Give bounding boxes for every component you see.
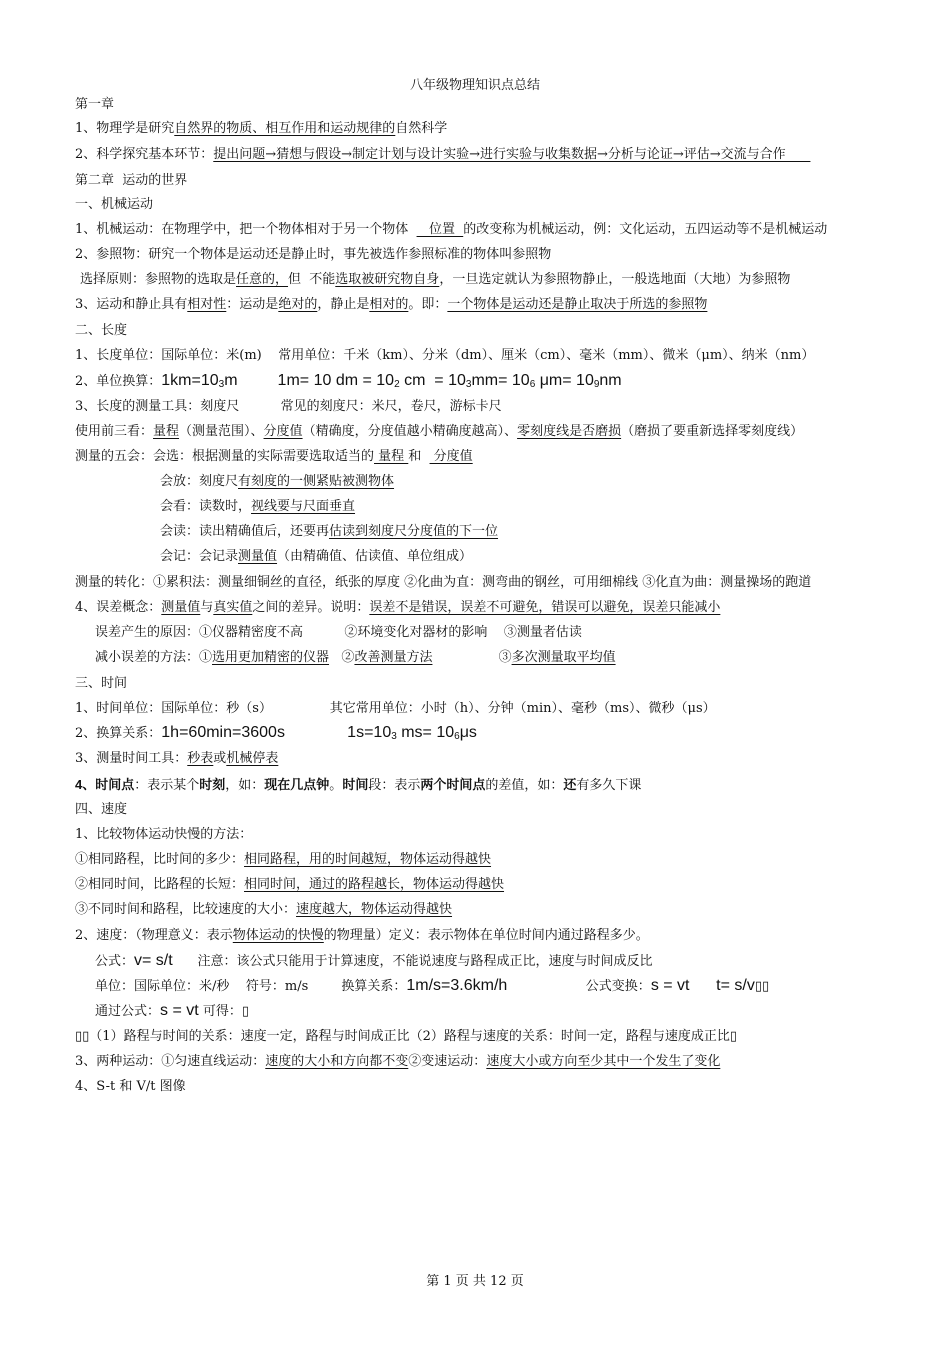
text-segment: 减小误差的方法：①: [95, 650, 213, 665]
text-segment: μm= 10: [535, 372, 594, 389]
text-segment: nm: [599, 372, 622, 389]
text-segment: 机械停表: [226, 751, 279, 766]
text-segment: 有刻度的一侧紧贴被测物体: [238, 474, 395, 489]
text-segment: 3: [218, 379, 225, 390]
text-segment: （精确度，分度值越小精确度越高）、: [302, 424, 518, 439]
text-line: [75, 221, 827, 239]
text-segment: 注意：该公式只能用于计算速度，不能说速度与路程成正比，速度与时间成反比: [172, 954, 653, 969]
text-segment: ③不同时间和路程，比较速度的大小：: [75, 902, 297, 917]
text-segment: 公式变换：: [507, 979, 651, 994]
text-segment: 误差不是错误，误差不可避免，错误可以避免，误差只能减小: [369, 600, 721, 615]
text-segment: 测量的五会：会选：根据测量的实际需要选取适当的: [75, 449, 375, 464]
text-segment: ②相同时间，比路程的长短：: [75, 877, 245, 892]
text-segment: 2、单位换算：: [75, 374, 162, 389]
text-segment: 自然科学: [395, 121, 448, 136]
text-line: [75, 246, 551, 264]
text-line: [95, 624, 582, 642]
text-segment: 第二章 运动的世界: [75, 173, 188, 188]
text-segment: 测量的转化：①累积法：测量细铜丝的直径，纸张的厚度 ②化曲为直：测弯曲的钢丝，可用细棉线 ③化直为曲：测量操场的跑道: [75, 575, 812, 590]
text-line: [75, 172, 187, 190]
text-segment: 6: [529, 379, 536, 390]
text-segment: 有多久下课: [576, 778, 642, 793]
text-segment: 相对的: [369, 297, 409, 312]
text-segment: 误差产生的原因：①仪器精密度不高 ②环境变化对器材的影响 ③测量者估读: [95, 625, 582, 640]
text-segment: 3: [391, 731, 397, 742]
text-segment: v= s/t: [134, 952, 173, 969]
text-segment: 。即：: [408, 297, 448, 312]
text-segment: 9: [593, 379, 600, 390]
text-line: [75, 1053, 720, 1071]
text-segment: 4、误差概念：: [75, 600, 162, 615]
page-title: 八年级物理知识点总结: [409, 78, 540, 93]
text-segment: 相同时间，通过的路程越长，物体运动得越快: [244, 877, 505, 892]
text-segment: 一个物体是运动还是静止取决于所选的参照物: [447, 297, 708, 312]
text-line: [75, 801, 127, 819]
text-segment: 或: [213, 751, 227, 766]
text-segment: 之间的差异。说明：: [252, 600, 370, 615]
text-segment: 选取被研究物自身: [335, 272, 440, 287]
text-line: [75, 826, 252, 844]
text-line: [95, 1002, 249, 1021]
text-segment: 自然界的物质、相互作用和运动规律的: [174, 121, 396, 136]
text-line: [160, 523, 498, 541]
text-segment: 段：表示: [368, 778, 421, 793]
text-segment: 量程: [153, 424, 180, 439]
page-footer: 第 1 页 共 12 页: [426, 1274, 524, 1289]
text-segment: 秒表: [187, 751, 214, 766]
text-segment: 速度大小或方向至少其中一个发生了变化: [486, 1054, 721, 1069]
text-segment: 使用前三看：: [75, 424, 154, 439]
text-line: [75, 96, 114, 114]
text-segment: 会记：会记录: [160, 549, 239, 564]
text-line: [75, 196, 153, 214]
text-segment: 测量值: [161, 600, 201, 615]
text-segment: 位置: [416, 222, 464, 237]
text-line: [95, 952, 653, 971]
text-segment: ，静止是: [317, 297, 370, 312]
text-segment: （由精确值、估读值、单位组成）: [277, 549, 473, 564]
text-segment: 改善测量方法: [354, 650, 433, 665]
text-line: [75, 851, 491, 869]
text-segment: 3、测量时间工具：: [75, 751, 188, 766]
text-line: [75, 1078, 186, 1096]
text-segment: 速度越大，物体运动得越快: [296, 902, 453, 917]
text-line: [75, 448, 473, 466]
text-segment: 1、长度单位：国际单位：米(m) 常用单位：千米（km）、分米（dm）、厘米（cm）、毫米（mm）、微米（μm）、纳米（nm）: [75, 348, 815, 363]
text-segment: 一、机械运动: [75, 197, 154, 212]
text-segment: 分度值: [263, 424, 303, 439]
text-segment: ②变速运动：: [408, 1054, 487, 1069]
text-line: [75, 750, 278, 768]
text-segment: 2、参照物：研究一个物体是运动还是静止时，事先被选作参照标准的物体叫参照物: [75, 247, 552, 262]
text-segment: 速度的大小和方向都不变: [265, 1054, 409, 1069]
text-segment: 2: [394, 379, 400, 390]
text-line: [75, 120, 447, 138]
text-segment: 3: [465, 379, 472, 390]
text-segment: 还: [563, 778, 577, 793]
text-segment: ：运动是: [226, 297, 279, 312]
text-segment: 量程: [374, 449, 409, 464]
text-segment: ③: [432, 650, 512, 665]
text-line: [95, 649, 616, 667]
text-segment: μs: [459, 724, 477, 741]
text-segment: 4、S-t 和 V/t 图像: [75, 1079, 186, 1094]
text-segment: 3、两种运动：①匀速直线运动：: [75, 1054, 266, 1069]
text-segment: 相对性: [187, 297, 227, 312]
text-segment: 6: [454, 731, 460, 742]
text-line: [75, 296, 707, 314]
text-line: [75, 724, 477, 744]
text-segment: 的差值: [485, 778, 525, 793]
text-segment: （磨损了要重新选择零刻度线）: [621, 424, 804, 439]
text-line: [95, 977, 769, 996]
text-segment: 与: [200, 600, 214, 615]
text-segment: ①相同路程，比时间的多少：: [75, 852, 245, 867]
text-segment: ，一旦选定就认为参照物静止，一般选地面（大地）为参照物: [439, 272, 791, 287]
text-segment: 分度值: [429, 449, 473, 464]
text-line: [80, 271, 790, 289]
text-segment: ：表示某个: [134, 778, 200, 793]
text-line: [75, 146, 810, 164]
text-segment: s = vt t= s/v: [650, 977, 755, 994]
text-segment: 2、科学探究基本环节：: [75, 147, 214, 162]
text-segment: 第一章: [75, 97, 115, 112]
text-segment: 3、长度的测量工具：刻度尺 常见的刻度尺：米尺，卷尺，游标卡尺: [75, 399, 502, 414]
text-segment: 会看：读数时，: [160, 499, 252, 514]
text-segment: 时间: [342, 778, 369, 793]
text-segment: 选择原则：参照物的选取是: [80, 272, 237, 287]
text-segment: m 1m= 10 dm = 10: [224, 372, 395, 389]
text-line: [75, 675, 127, 693]
text-line: [75, 372, 622, 392]
text-line: [75, 599, 720, 617]
text-segment: 多次测量取平均值: [511, 650, 616, 665]
text-segment: 两个时间点: [420, 778, 486, 793]
text-segment: 1、物理学是研究: [75, 121, 175, 136]
text-segment: 会读：读出精确值后，还要再: [160, 524, 330, 539]
text-segment: s = vt: [160, 1002, 199, 1019]
text-segment: 但 不能: [288, 272, 336, 287]
text-segment: mm= 10: [471, 372, 530, 389]
text-segment: 可得：▯: [198, 1004, 249, 1019]
text-segment: 绝对的: [278, 297, 318, 312]
text-segment: 真实值: [213, 600, 253, 615]
text-line: [75, 1028, 737, 1046]
text-segment: 单位：国际单位：米/秒 符号：m/s 换算关系：: [95, 979, 407, 994]
text-segment: 1m/s=3.6km/h: [406, 977, 508, 994]
text-segment: 1h=60min=3600s 1s=10: [161, 724, 392, 741]
text-segment: 三、时间: [75, 676, 128, 691]
text-segment: 和: [408, 449, 430, 464]
text-segment: 任意的，: [236, 272, 289, 287]
text-segment: 时刻: [199, 778, 226, 793]
text-segment: ②: [329, 650, 355, 665]
text-line: [75, 927, 649, 945]
text-segment: 通过公式：: [95, 1004, 161, 1019]
text-line: [160, 548, 472, 566]
text-segment: 零刻度线是否磨损: [517, 424, 622, 439]
text-line: [75, 574, 811, 592]
text-segment: 视线要与尺面垂直: [251, 499, 356, 514]
text-line: [75, 347, 814, 365]
text-line: [75, 876, 504, 894]
text-segment: 1、时间单位：国际单位：秒（s） 其它常用单位：小时（h）、分钟（min）、毫秒（ms）、微秒（μs）: [75, 701, 716, 716]
text-segment: 3、运动和静止具有: [75, 297, 188, 312]
text-segment: 现在几点钟: [264, 778, 330, 793]
text-segment: 物体运动的快慢: [232, 928, 324, 943]
text-line: [75, 398, 502, 416]
text-segment: 公式：: [95, 954, 135, 969]
text-segment: 1、机械运动：在物理学中，把一个物体相对于另一个物体: [75, 222, 417, 237]
text-segment: 4、时间点: [75, 777, 135, 792]
text-segment: 相同路程，用的时间越短，物体运动得越快: [244, 852, 492, 867]
text-segment: 2、换算关系：: [75, 726, 162, 741]
text-segment: ▯▯: [754, 979, 770, 994]
text-line: [160, 498, 355, 516]
text-segment: 的改变称为机械运动，例：文化运动，五四运动等不是机械运动: [463, 222, 828, 237]
text-line: [160, 473, 394, 491]
text-segment: 二、长度: [75, 323, 128, 338]
text-segment: ，如：: [524, 778, 564, 793]
text-segment: 提出问题→猜想与假设→制定计划与设计实验→进行实验与收集数据→分析与论证→评估→交流与合作: [213, 147, 811, 162]
text-segment: 测量值: [238, 549, 278, 564]
text-line: [75, 423, 803, 441]
text-line: [75, 700, 716, 718]
text-segment: 的物理量）定义：表示物体在单位时间内通过路程多少。: [323, 928, 649, 943]
text-segment: ，如：: [225, 778, 265, 793]
text-segment: 。: [329, 778, 343, 793]
text-segment: 选用更加精密的仪器: [212, 650, 330, 665]
text-line: [75, 901, 452, 919]
text-segment: 估读到刻度尺分度值的下一位: [329, 524, 499, 539]
text-segment: ▯▯（1）路程与时间的关系：速度一定，路程与时间成正比（2）路程与速度的关系：时间一定，路程与速度成正比▯: [75, 1029, 738, 1044]
text-segment: （测量范围）、: [179, 424, 264, 439]
text-segment: 2、速度：（物理意义：表示: [75, 928, 233, 943]
text-segment: cm = 10: [399, 372, 466, 389]
text-segment: 1km=10: [161, 372, 219, 389]
text-segment: 四、速度: [75, 802, 128, 817]
text-line: [75, 776, 641, 795]
text-segment: 1、比较物体运动快慢的方法：: [75, 827, 253, 842]
text-segment: ms= 10: [396, 724, 455, 741]
text-line: [75, 322, 127, 340]
text-segment: 会放：刻度尺: [160, 474, 239, 489]
